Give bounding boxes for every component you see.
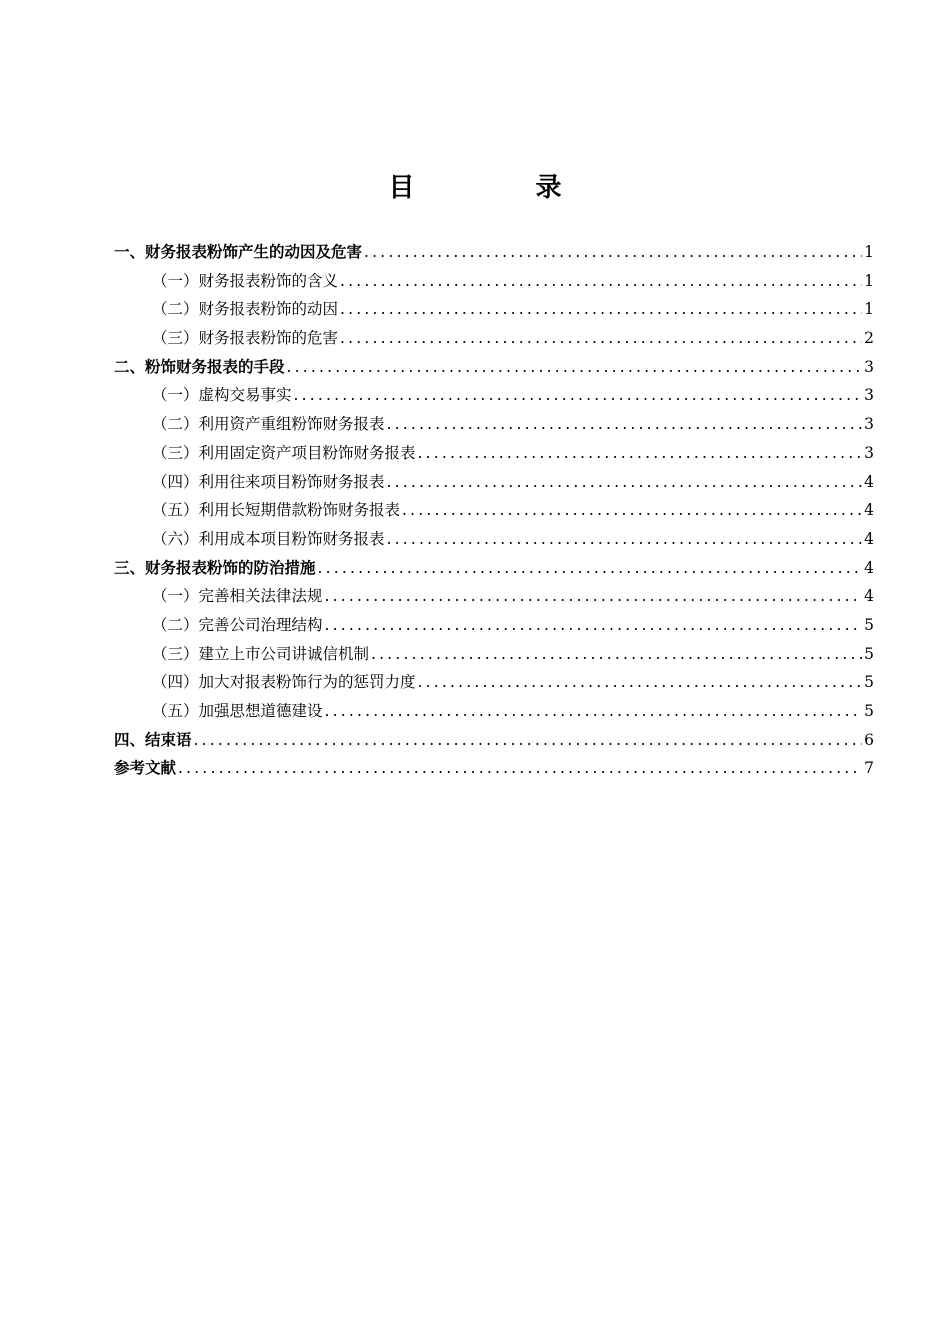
toc-entry[interactable] <box>114 410 874 439</box>
toc-entry-label: 参考文献 <box>114 759 177 778</box>
toc-entry[interactable] <box>114 439 874 468</box>
toc-dot-leader <box>325 582 862 611</box>
toc-dot-leader <box>178 754 862 783</box>
toc-entry-label: （四）利用往来项目粉饰财务报表 <box>152 472 385 491</box>
toc-dot-leader <box>340 295 862 324</box>
toc-entry-label: 一、财务报表粉饰产生的动因及危害 <box>114 243 363 261</box>
toc-entry[interactable] <box>114 496 874 525</box>
toc-page-number: 5 <box>864 615 874 634</box>
table-of-contents <box>114 238 874 783</box>
toc-dot-leader <box>402 496 862 525</box>
toc-dot-leader <box>364 238 862 267</box>
toc-entry[interactable] <box>114 697 874 726</box>
toc-dot-leader <box>418 668 862 697</box>
toc-dot-leader <box>387 525 862 554</box>
toc-dot-leader <box>340 267 862 296</box>
toc-dot-leader <box>418 439 862 468</box>
toc-dot-leader <box>318 554 862 583</box>
toc-entry-label: （三）利用固定资产项目粉饰财务报表 <box>152 443 416 462</box>
toc-dot-leader <box>194 726 862 755</box>
toc-entry-label: 三、财务报表粉饰的防治措施 <box>114 558 316 577</box>
toc-entry-label: （二）完善公司治理结构 <box>152 615 323 634</box>
toc-page-number: 1 <box>864 271 874 290</box>
toc-page-number: 2 <box>864 329 874 348</box>
toc-page-number: 7 <box>864 759 874 778</box>
toc-page-number: 5 <box>864 644 874 663</box>
toc-entry-label: 二、粉饰财务报表的手段 <box>114 357 285 376</box>
toc-page-number: 3 <box>864 443 874 462</box>
toc-dot-leader <box>371 640 862 669</box>
toc-entry[interactable] <box>114 668 874 697</box>
toc-entry[interactable] <box>114 611 874 640</box>
toc-page-number: 1 <box>864 243 874 261</box>
toc-page-number: 1 <box>864 300 874 319</box>
toc-entry[interactable] <box>114 381 874 410</box>
toc-page-number: 3 <box>864 415 874 434</box>
toc-dot-leader <box>340 324 862 353</box>
toc-entry[interactable] <box>114 468 874 497</box>
toc-entry[interactable] <box>114 324 874 353</box>
toc-entry[interactable] <box>114 640 874 669</box>
toc-dot-leader <box>325 611 862 640</box>
toc-dot-leader <box>387 410 862 439</box>
toc-entry[interactable] <box>114 554 874 583</box>
page-title: 目 录 <box>388 173 618 203</box>
toc-page-number: 5 <box>864 702 874 720</box>
toc-page-number: 4 <box>864 529 874 548</box>
toc-entry-label: （五）加强思想道德建设 <box>152 702 323 720</box>
toc-page-number: 3 <box>864 357 874 376</box>
toc-entry-label: （一）完善相关法律法规 <box>152 587 323 606</box>
toc-entry-label: （一）虚构交易事实 <box>152 386 292 405</box>
toc-dot-leader <box>294 381 862 410</box>
toc-dot-leader <box>387 468 862 497</box>
toc-entry[interactable] <box>114 353 874 382</box>
toc-entry-label: （一）财务报表粉饰的含义 <box>152 271 339 290</box>
toc-entry[interactable] <box>114 525 874 554</box>
toc-entry-label: （二）财务报表粉饰的动因 <box>152 300 339 319</box>
toc-entry[interactable] <box>114 238 874 267</box>
toc-entry-label: （三）建立上市公司讲诚信机制 <box>152 644 370 663</box>
toc-page-number: 5 <box>864 673 874 692</box>
toc-page-number: 6 <box>864 730 874 749</box>
toc-entry-label: （六）利用成本项目粉饰财务报表 <box>152 529 385 548</box>
toc-entry[interactable] <box>114 267 874 296</box>
toc-entry-label: （二）利用资产重组粉饰财务报表 <box>152 415 385 434</box>
toc-entry[interactable] <box>114 754 874 783</box>
toc-dot-leader <box>287 353 862 382</box>
toc-entry[interactable] <box>114 726 874 755</box>
toc-page-number: 4 <box>864 472 874 491</box>
toc-page-number: 3 <box>864 386 874 405</box>
toc-entry[interactable] <box>114 295 874 324</box>
toc-dot-leader <box>325 697 862 726</box>
toc-page-number: 4 <box>864 558 874 577</box>
toc-entry-label: 四、结束语 <box>114 730 192 749</box>
toc-entry-label: （三）财务报表粉饰的危害 <box>152 329 339 348</box>
toc-entry-label: （四）加大对报表粉饰行为的惩罚力度 <box>152 673 416 692</box>
toc-page-number: 4 <box>864 587 874 606</box>
toc-entry-label: （五）利用长短期借款粉饰财务报表 <box>152 501 401 520</box>
toc-page-number: 4 <box>864 501 874 520</box>
toc-entry[interactable] <box>114 582 874 611</box>
